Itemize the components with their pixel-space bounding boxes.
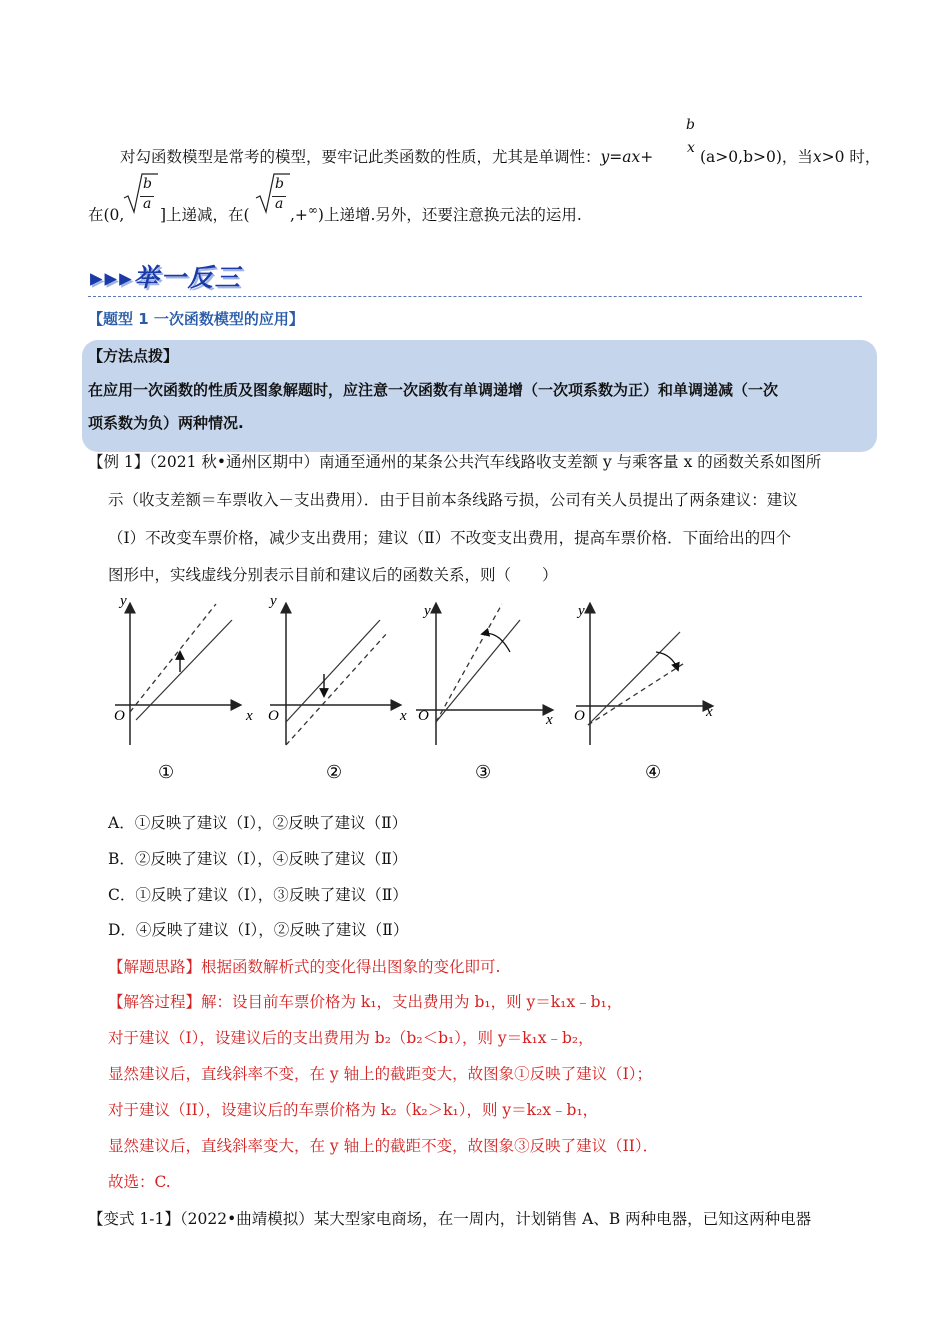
example-line-4: 图形中，实线虚线分别表示目前和建议后的函数关系，则（ ） (108, 566, 558, 584)
solution-process-5: 显然建议后，直线斜率变大，在 y 轴上的截距不变，故图象③反映了建议（II）． (108, 1137, 659, 1155)
sqrt-symbol-1 (122, 170, 158, 216)
option-d[interactable]: D．④反映了建议（Ⅰ），②反映了建议（Ⅱ） (108, 921, 409, 939)
graph-3 (416, 603, 553, 782)
graph-3-label: ③ (475, 762, 492, 782)
example-line-2: 示（收支差额＝车票收入－支出费用）．由于目前本条线路亏损，公司有关人员提出了两条建议：建议 (108, 491, 798, 509)
section-banner: ▸▸▸举一反三 (90, 263, 242, 292)
variant-line-1: 【变式 1-1】（2022•曲靖模拟）某大型家电商场，在一周内，计划销售 A、B 两种电器，已知这两种电器 (88, 1210, 812, 1228)
graph-1-y-label: y (120, 593, 127, 609)
option-b[interactable]: B．②反映了建议（Ⅰ），④反映了建议（Ⅱ） (108, 850, 408, 868)
condition-x: x (812, 148, 822, 166)
graph-1-x-label: x (246, 708, 253, 724)
graph-4-label: ④ (645, 762, 662, 782)
intro-line-2c (290, 203, 582, 225)
method-heading: 【方法点拨】 (88, 347, 179, 365)
solution-idea: 【解题思路】根据函数解析式的变化得出图象的变化即可. (108, 958, 501, 976)
plus-text: ,+ (290, 206, 308, 225)
intro-line-2b: ]上递减，在( (160, 206, 250, 224)
method-line-1: 在应用一次函数的性质及图象解题时，应注意一次函数有单调递增（一次项系数为正）和单调递减（一次 (88, 381, 779, 399)
solution-process-1: 【解答过程】解：设目前车票价格为 k₁，支出费用为 b₁，则 y＝k₁x﹣b₁， (108, 993, 623, 1011)
graph-1 (114, 593, 253, 782)
condition-tail: >0 时， (821, 148, 881, 166)
intro-line-1 (120, 145, 653, 167)
graph-2-origin: O (268, 708, 279, 724)
intro-text-a: 对勾函数模型是常考的模型，要牢记此类函数的性质，尤其是单调性： (120, 148, 601, 166)
fraction-denominator: x (687, 140, 695, 156)
solution-answer: 故选：C. (108, 1173, 171, 1191)
sqrt-denominator-2: a (275, 196, 284, 212)
graph-3-x-label: x (546, 712, 553, 728)
option-a[interactable]: A．①反映了建议（Ⅰ），②反映了建议（Ⅱ） (108, 814, 408, 832)
option-c[interactable]: C．①反映了建议（Ⅰ），③反映了建议（Ⅱ） (108, 886, 408, 904)
sqrt-numerator-2: b (275, 176, 284, 192)
topic-heading: 【题型 1 一次函数模型的应用】 (88, 310, 304, 328)
solution-process-4: 对于建议（II），设建议后的车票价格为 k₂（k₂＞k₁），则 y＝k₂x﹣b₁， (108, 1101, 599, 1119)
intro-condition (700, 145, 880, 167)
graph-2-x-label: x (400, 708, 407, 724)
graph-1-origin: O (114, 708, 125, 724)
fraction-numerator: b (686, 117, 695, 133)
graph-2 (268, 593, 407, 782)
graph-3-origin: O (418, 708, 429, 724)
example-line-1: 【例 1】（2021 秋•通州区期中）南通至通州的某条公共汽车线路收支差额 y 与乘客量 x 的函数关系如图所 (88, 453, 822, 471)
section-divider (88, 296, 862, 297)
graph-1-label: ① (158, 762, 175, 782)
sqrt-numerator-1: b (143, 176, 152, 192)
graph-4 (574, 603, 713, 782)
infinity-symbol: ∞ (307, 203, 318, 217)
solution-process-2: 对于建议（I），设建议后的支出费用为 b₂（b₂＜b₁），则 y＝k₁x﹣b₂， (108, 1029, 594, 1047)
intro-line-2a: 在(0, (88, 206, 125, 224)
example-line-3: （Ⅰ）不改变车票价格，减少支出费用；建议（Ⅱ）不改变支出费用，提高车票价格．下面给出的四个 (108, 529, 792, 547)
graph-4-y-label: y (578, 603, 585, 619)
sqrt-symbol-2 (254, 170, 290, 216)
condition-text: (a>0,b>0)，当 (700, 148, 813, 166)
graphs-figure (100, 590, 740, 790)
intro-line-2d: )上递增.另外，还要注意换元法的运用. (317, 206, 582, 225)
formula-y: y=ax+ (600, 148, 654, 166)
method-line-2: 项系数为负）两种情况. (88, 414, 244, 432)
graph-2-y-label: y (270, 593, 277, 609)
graph-4-origin: O (574, 708, 585, 724)
graph-2-label: ② (326, 762, 343, 782)
graph-4-x-label: x (706, 704, 713, 720)
sqrt-denominator-1: a (143, 196, 152, 212)
graph-3-y-label: y (424, 603, 431, 619)
solution-process-3: 显然建议后，直线斜率不变，在 y 轴上的截距变大，故图象①反映了建议（I）； (108, 1065, 652, 1083)
